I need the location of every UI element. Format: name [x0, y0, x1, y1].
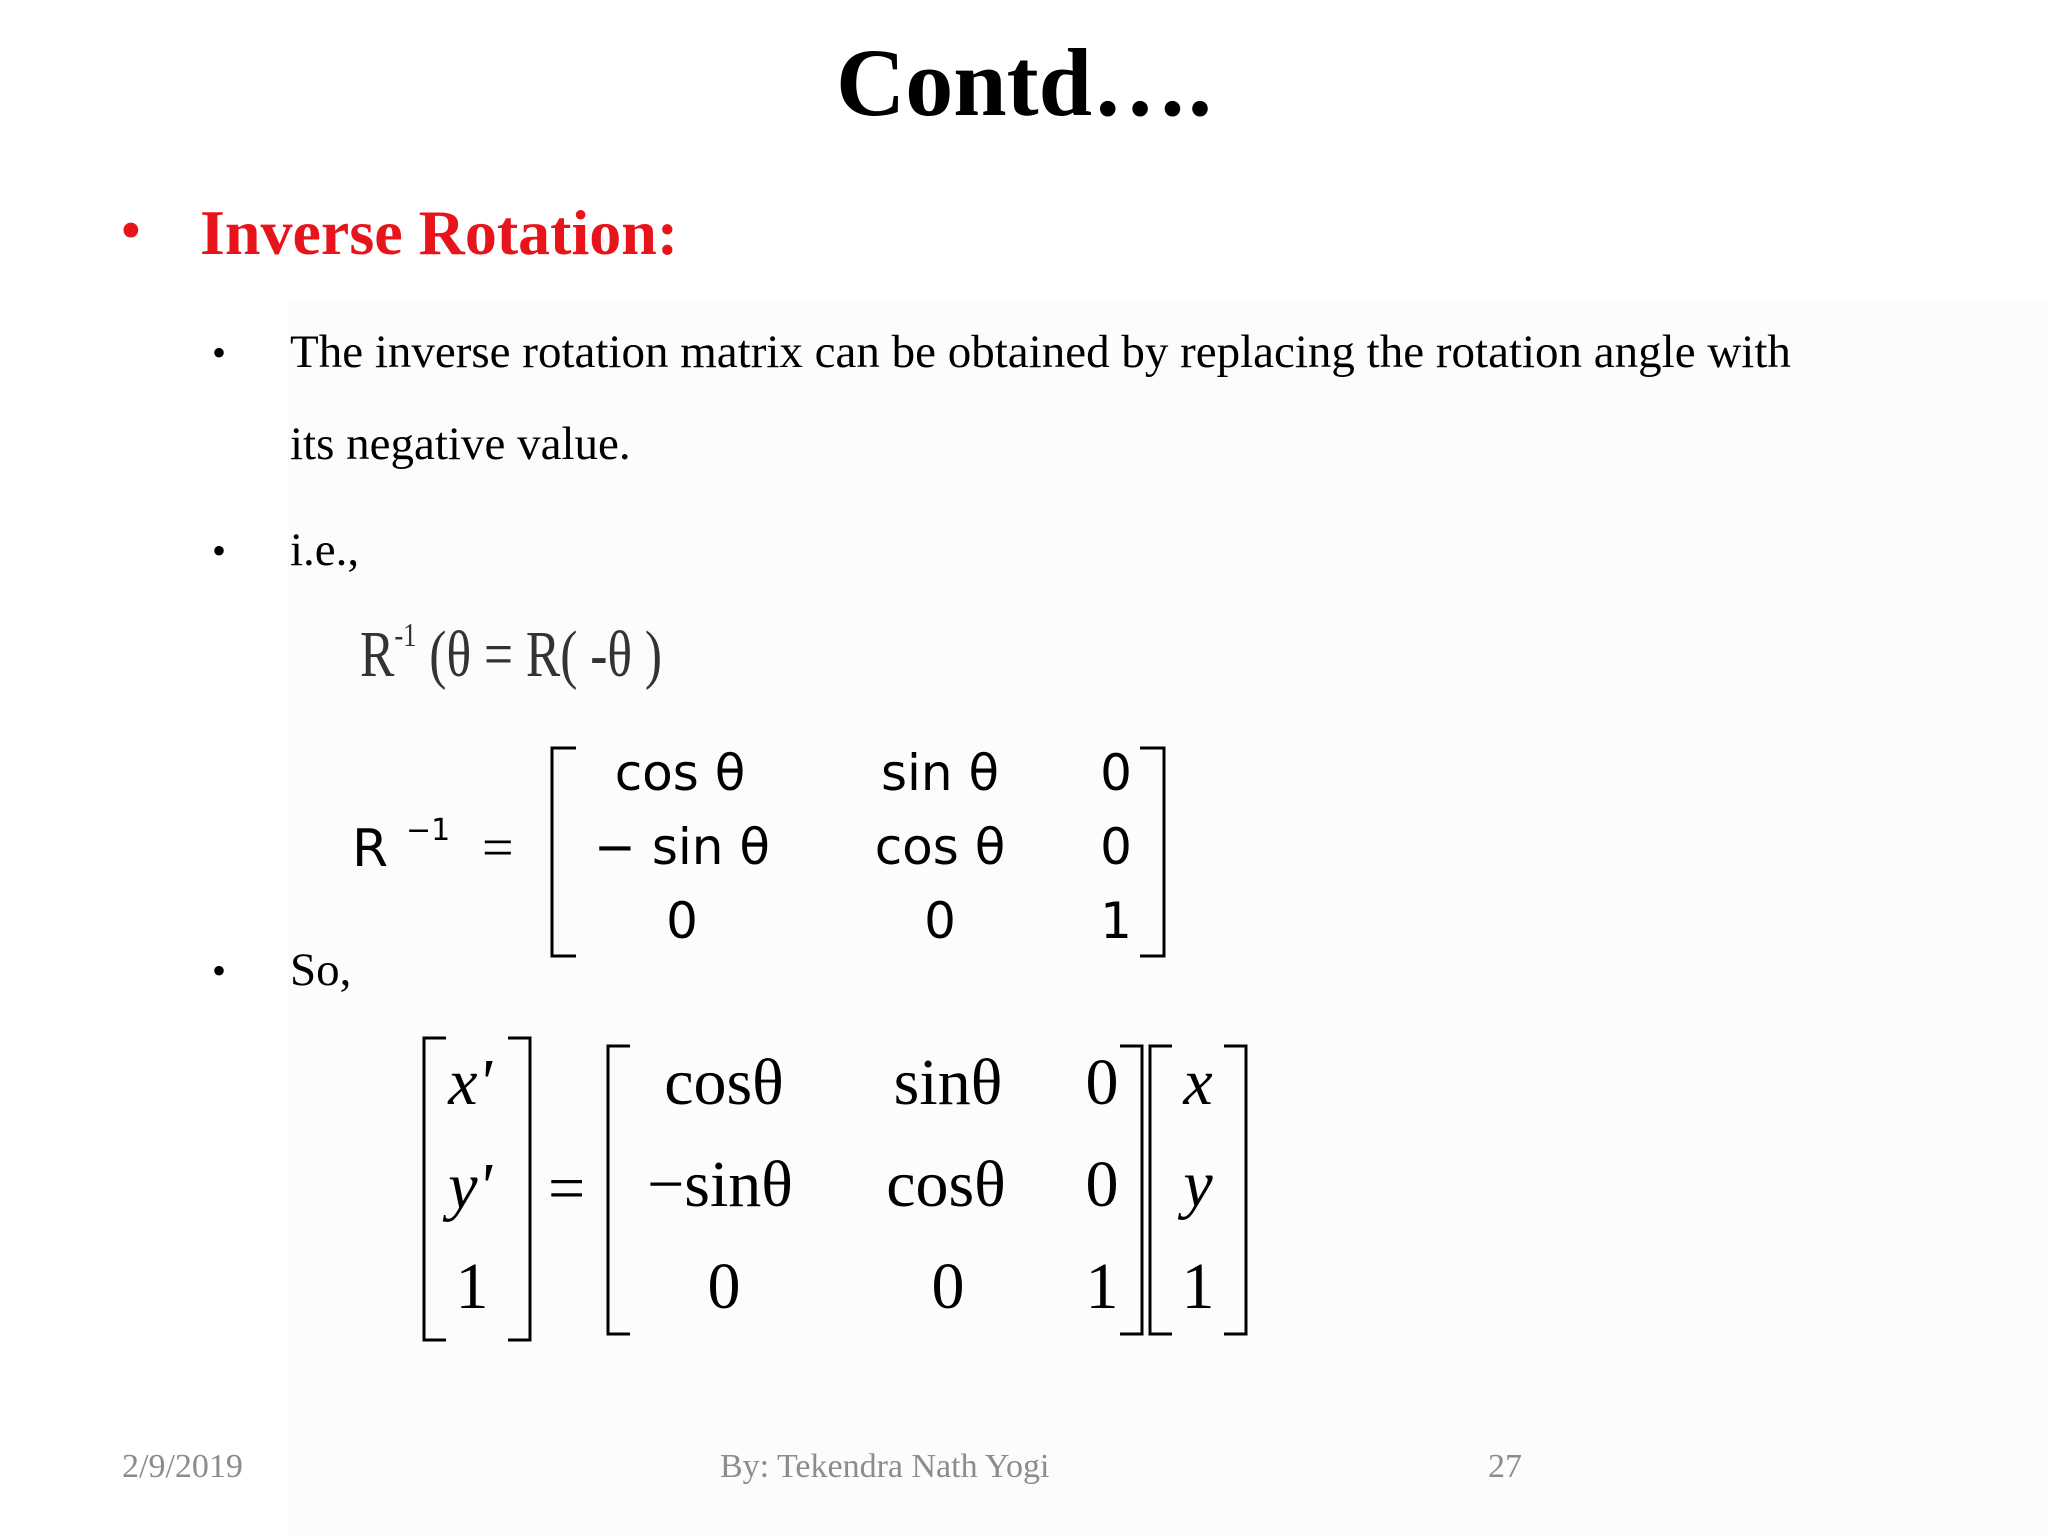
- bullet-text-ie: i.e.,: [290, 524, 360, 576]
- matrix1-cell: 0: [666, 892, 698, 950]
- lhs-vector-cell: y': [448, 1150, 492, 1223]
- equation-rest: (θ = R( -θ ): [429, 618, 663, 691]
- equation-lhs: R: [360, 618, 395, 691]
- rhs-vector-left-bracket: [1150, 1046, 1172, 1334]
- matrix1-cell: 0: [1100, 744, 1132, 802]
- matrix1-lhs: R: [352, 819, 389, 879]
- rhs-vector-right-bracket: [1224, 1046, 1246, 1334]
- matrix2-left-bracket: [608, 1046, 630, 1334]
- matrix1-cell: cos θ: [874, 818, 1006, 876]
- footer-date: 2/9/2019: [122, 1448, 243, 1485]
- rhs-vector-cell: y: [1183, 1148, 1213, 1221]
- matrix2-cell: 1: [1085, 1250, 1119, 1323]
- matrix2-equals: =: [548, 1152, 586, 1225]
- bullet-text-so: So,: [290, 944, 352, 996]
- rhs-vector-cell: x: [1183, 1046, 1213, 1119]
- bullet-text-line1: The inverse rotation matrix can be obtained by replacing the rotation angle with: [290, 326, 1791, 378]
- footer-author: By: Tekendra Nath Yogi: [720, 1448, 1050, 1485]
- matrix1-cell: 0: [924, 892, 956, 950]
- matrix2-cell: 0: [931, 1250, 965, 1323]
- lhs-vector-left-bracket: [424, 1038, 446, 1340]
- matrix1-lhs-sup: −1: [406, 813, 451, 848]
- matrix1-cell: 0: [1100, 818, 1132, 876]
- matrix-2: [424, 1038, 1246, 1340]
- lhs-vector-cell: x': [448, 1046, 492, 1119]
- slide-title: Contd….: [835, 29, 1213, 136]
- bullet-marker: •: [212, 948, 227, 993]
- matrix-1: [352, 744, 1164, 956]
- matrix2-cell: 0: [1085, 1046, 1119, 1119]
- matrix1-equals: =: [482, 817, 514, 879]
- matrix1-cell: 1: [1100, 892, 1132, 950]
- rhs-vector-cell: 1: [1181, 1250, 1215, 1323]
- equation-superscript: -1: [394, 617, 417, 654]
- matrix1-cell: cos θ: [614, 744, 746, 802]
- matrix1-cell: sin θ: [880, 744, 1000, 802]
- matrix2-cell: sinθ: [893, 1046, 1003, 1119]
- matrix2-cell: cosθ: [886, 1148, 1006, 1221]
- matrix1-cell: − sin θ: [594, 818, 770, 876]
- matrix2-cell: 0: [707, 1250, 741, 1323]
- matrix1-right-bracket: [1140, 748, 1164, 956]
- matrix1-left-bracket: [552, 748, 576, 956]
- matrix2-cell: cosθ: [664, 1046, 784, 1119]
- matrix2-right-bracket: [1120, 1046, 1142, 1334]
- lhs-vector-right-bracket: [508, 1038, 530, 1340]
- bullet-marker: •: [212, 528, 227, 573]
- bullet-marker: •: [212, 330, 227, 375]
- matrix2-cell: 0: [1085, 1148, 1119, 1221]
- lhs-vector-cell: 1: [455, 1250, 489, 1323]
- footer-page-number: 27: [1488, 1448, 1522, 1485]
- bullet-text-line2: its negative value.: [290, 418, 631, 470]
- section-bullet: •: [120, 197, 142, 265]
- matrix2-cell: −sinθ: [647, 1148, 793, 1221]
- section-heading: Inverse Rotation:: [200, 197, 679, 268]
